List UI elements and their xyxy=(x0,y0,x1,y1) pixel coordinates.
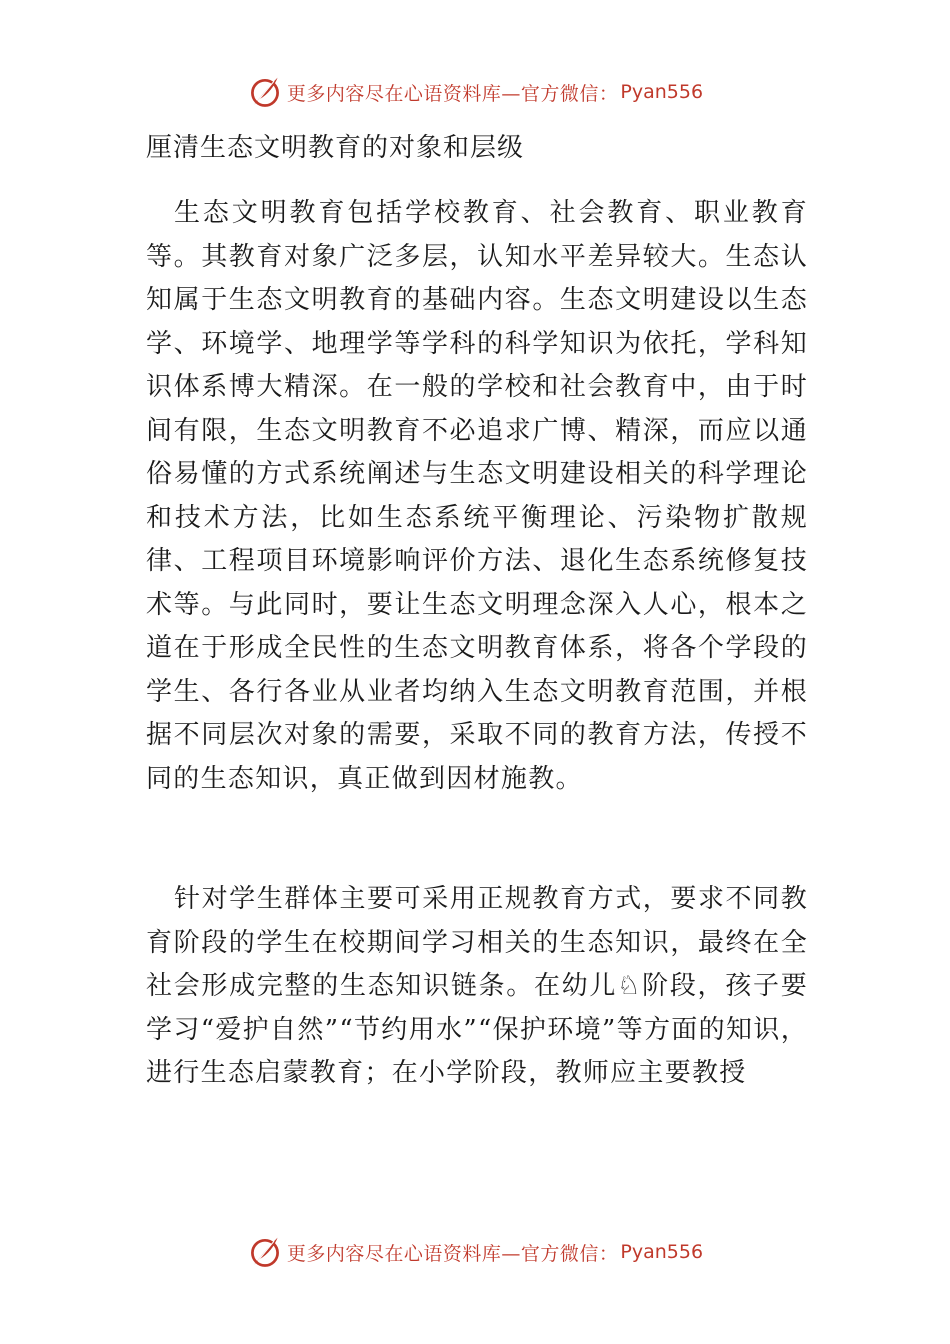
document-title: 厘清生态文明教育的对象和层级 xyxy=(146,133,525,163)
watermark-text: 更多内容尽在心语资料库—官方微信： xyxy=(286,1242,619,1265)
watermark-wechat-id: Pyan556 xyxy=(620,81,704,103)
header-watermark xyxy=(0,74,950,110)
feather-logo-icon xyxy=(247,74,283,110)
footer-watermark xyxy=(0,1234,950,1270)
paragraph-2: 针对学生群体主要可采用正规教育方式，要求不同教育阶段的学生在校期间学习相关的生态知识，最终在全社会形成完整的生态知识链条。在幼儿♘阶段，孩子要学习“爱护自然”“节约用水”“保护环境”等方面的知识，进行生态启蒙教育；在小学阶段，教师应主要教授 xyxy=(146,884,808,1088)
watermark-wechat-id: Pyan556 xyxy=(620,1241,704,1263)
feather-logo-icon xyxy=(247,1234,283,1270)
watermark-text: 更多内容尽在心语资料库—官方微信： xyxy=(286,82,619,105)
paragraph-1: 生态文明教育包括学校教育、社会教育、职业教育等。其教育对象广泛多层，认知水平差异较大。生态认知属于生态文明教育的基础内容。生态文明建设以生态学、环境学、地理学等学科的科学知识为依托，学科知识体系博大精深。在一般的学校和社会教育中，由于时间有限，生态文明教育不必追求广博、精深，而应以通俗易懂的方式系统阐述与生态文明建设相关的科学理论和技术方法，比如生态系统平衡理论、污染物扩散规律、工程项目环境影响评价方法、退化生态系统修复技术等。与此同时，要让生态文明理念深入人心，根本之道在于形成全民性的生态文明教育体系，将各个学段的学生、各行各业从业者均纳入生态文明教育范围，并根据不同层次对象的需要，采取不同的教育方法，传授不同的生态知识，真正做到因材施教。 xyxy=(146,198,808,794)
